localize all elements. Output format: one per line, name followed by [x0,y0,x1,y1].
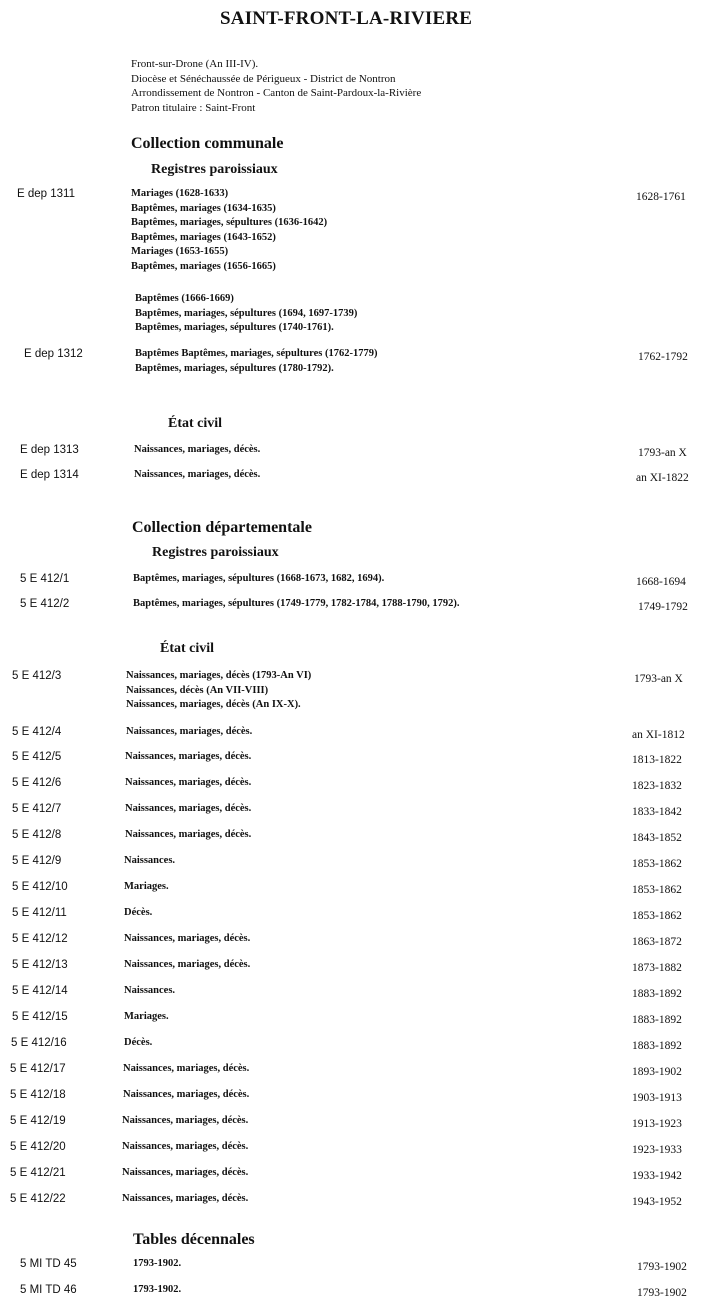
entry-date-range: 1913-1923 [632,1118,682,1130]
entry-description [126,725,252,740]
entry-description [124,854,175,869]
description-line: Décès. [124,907,153,918]
info-line: Arrondissement de Nontron - Canton de Saint-Pardoux-la-Rivière [131,87,422,99]
page-title: SAINT-FRONT-LA-RIVIERE [220,8,473,29]
entry-cote: 5 E 412/9 [12,855,62,867]
entry-cote: 5 E 412/18 [10,1089,66,1101]
entry-cote: 5 MI TD 45 [20,1258,77,1270]
description-line: Baptêmes, mariages (1634-1635) [131,202,276,214]
entry-cote: 5 E 412/12 [12,933,68,945]
entry-description [124,1036,152,1051]
description-line: Naissances. [124,985,176,996]
entry-description [124,880,169,895]
entry-date-range: 1793-an X [634,673,683,685]
entry-description [135,347,377,376]
entry-cote: 5 E 412/16 [11,1037,67,1049]
heading-etat-civil: État civil [168,416,223,431]
entry-date-range: 1793-1902 [637,1261,687,1273]
entry-cote: 5 E 412/19 [10,1115,66,1127]
heading-registres-paroissiaux: Registres paroissiaux [152,545,279,560]
entry-date-range: 1853-1862 [632,858,682,870]
entry-cote: 5 E 412/22 [10,1193,66,1205]
heading-etat-civil: État civil [160,641,215,656]
entry-date-range: 1853-1862 [632,884,682,896]
entry-description [126,669,311,713]
entry-description [122,1166,248,1181]
description-line: Naissances, mariages, décès. [134,444,261,455]
entry-description [124,1010,169,1025]
entry-description [135,292,357,336]
entry-cote: E dep 1313 [20,444,79,456]
description-line: Naissances, mariages, décès. [125,777,252,788]
entry-date-range: 1903-1913 [632,1092,682,1104]
heading-tables-decennales: Tables décennales [133,1231,255,1248]
entry-date-range: 1853-1862 [632,910,682,922]
description-line: Baptêmes, mariages (1656-1665) [131,260,276,272]
entry-description [133,1283,181,1298]
description-line: Naissances, mariages, décès (1793-An VI) [126,670,312,681]
description-line: Baptêmes, mariages, sépultures (1668-1673, 1682, 1694). [133,573,385,584]
description-line: Naissances, mariages, décès. [125,751,252,762]
entry-date-range: 1883-1892 [632,1040,682,1052]
description-line: Naissances, mariages, décès. [122,1193,249,1204]
entry-date-range: 1628-1761 [636,191,686,203]
entry-date-range: 1823-1832 [632,780,682,792]
entry-date-range: 1793-1902 [637,1287,687,1299]
entry-description [124,958,250,973]
info-line: Diocèse et Sénéchaussée de Périgueux - District de Nontron [131,72,396,85]
entry-date-range: 1749-1792 [638,601,688,613]
description-line: Naissances, mariages, décès. [122,1141,249,1152]
entry-cote: 5 E 412/2 [20,598,70,610]
description-line: Baptêmes, mariages, sépultures (1780-1792). [135,362,334,374]
entry-cote: E dep 1312 [24,348,83,360]
entry-cote: 5 E 412/21 [10,1167,66,1179]
description-line: Baptêmes, mariages, sépultures (1694, 1697-1739) [135,307,358,319]
entry-cote: 5 E 412/14 [12,985,68,997]
info-line: Patron titulaire : Saint-Front [131,101,256,114]
entry-description [123,1088,249,1103]
entry-date-range: 1933-1942 [632,1170,682,1182]
description-line: Baptêmes, mariages, sépultures (1636-1642) [131,217,328,228]
entry-cote: 5 E 412/5 [12,751,62,763]
entry-description [134,468,260,483]
entry-description [133,1257,181,1272]
entry-description [131,187,327,274]
entry-date-range: 1833-1842 [632,806,682,818]
entry-description [124,906,152,921]
heading-registres-paroissiaux: Registres paroissiaux [151,162,278,177]
description-line: Naissances, mariages, décès. [122,1115,249,1126]
entry-cote: 5 E 412/6 [12,777,62,789]
entry-description [134,443,260,458]
description-line: Baptêmes, mariages (1643-1652) [131,231,276,243]
entry-date-range: 1843-1852 [632,832,682,844]
entry-date-range: 1863-1872 [632,936,682,948]
entry-cote: 5 E 412/17 [10,1063,66,1075]
entry-cote: 5 E 412/11 [12,907,67,919]
description-line: Naissances, mariages, décès (An IX-X). [126,699,301,710]
entry-cote: 5 E 412/10 [12,881,68,893]
entry-cote: 5 E 412/20 [10,1141,66,1153]
entry-description [124,984,175,999]
entry-cote: E dep 1311 [17,188,75,200]
entry-description [122,1192,248,1207]
entry-date-range: 1943-1952 [632,1196,682,1208]
entry-cote: 5 E 412/1 [20,573,70,585]
entry-cote: 5 E 412/8 [12,829,62,841]
description-line: 1793-1902. [133,1258,182,1269]
entry-date-range: 1762-1792 [638,351,688,363]
entry-date-range: 1883-1892 [632,988,682,1000]
entry-cote: 5 E 412/3 [12,670,62,682]
info-line: Front-sur-Drone (An III-IV). [131,58,259,70]
heading-collection-departementale: Collection départementale [132,519,312,536]
entry-date-range: 1793-an X [638,447,687,459]
description-line: Naissances, mariages, décès. [134,469,261,480]
description-line: Mariages (1628-1633) [131,188,229,199]
description-line: Naissances. [124,855,176,866]
entry-cote: 5 E 412/4 [12,726,62,738]
description-line: Naissances, mariages, décès. [123,1089,250,1100]
entry-cote: E dep 1314 [20,469,79,481]
description-line: Naissances, décès (An VII-VIII) [126,684,269,696]
entry-date-range: 1883-1892 [632,1014,682,1026]
entry-description [122,1140,248,1155]
entry-description [125,828,251,843]
description-line: Naissances, mariages, décès. [122,1167,249,1178]
entry-description [125,776,251,791]
entry-description [123,1062,249,1077]
entry-date-range: 1893-1902 [632,1066,682,1078]
entry-date-range: 1668-1694 [636,576,686,588]
entry-description [125,802,251,817]
entry-date-range: an XI-1812 [632,729,685,741]
description-line: Baptêmes, mariages, sépultures (1740-1761). [135,322,334,333]
entry-date-range: an XI-1822 [636,472,689,484]
description-line: Naissances, mariages, décès. [123,1063,250,1074]
description-line: Mariages. [124,881,169,892]
description-line: Naissances, mariages, décès. [125,829,252,840]
entry-description [133,572,384,587]
entry-description [125,750,251,765]
description-line: Mariages (1653-1655) [131,246,229,257]
entry-cote: 5 E 412/15 [12,1011,68,1023]
entry-date-range: 1923-1933 [632,1144,682,1156]
description-line: Naissances, mariages, décès. [124,933,251,944]
commune-info [131,57,421,115]
entry-description [124,932,250,947]
description-line: Naissances, mariages, décès. [124,959,251,970]
description-line: Baptêmes (1666-1669) [135,293,234,304]
entry-cote: 5 E 412/13 [12,959,68,971]
entry-cote: 5 E 412/7 [12,803,62,815]
heading-collection-communale: Collection communale [131,135,284,152]
description-line: Baptêmes, mariages, sépultures (1749-1779, 1782-1784, 1788-1790, 1792). [133,598,460,609]
description-line: 1793-1902. [133,1284,182,1295]
description-line: Naissances, mariages, décès. [126,726,253,737]
entry-date-range: 1873-1882 [632,962,682,974]
description-line: Naissances, mariages, décès. [125,803,252,814]
description-line: Décès. [124,1037,153,1048]
description-line: Baptêmes Baptêmes, mariages, sépultures (1762-1779) [135,348,378,359]
entry-description [133,597,459,612]
description-line: Mariages. [124,1011,169,1022]
entry-date-range: 1813-1822 [632,754,682,766]
entry-description [122,1114,248,1129]
entry-cote: 5 MI TD 46 [20,1284,77,1296]
